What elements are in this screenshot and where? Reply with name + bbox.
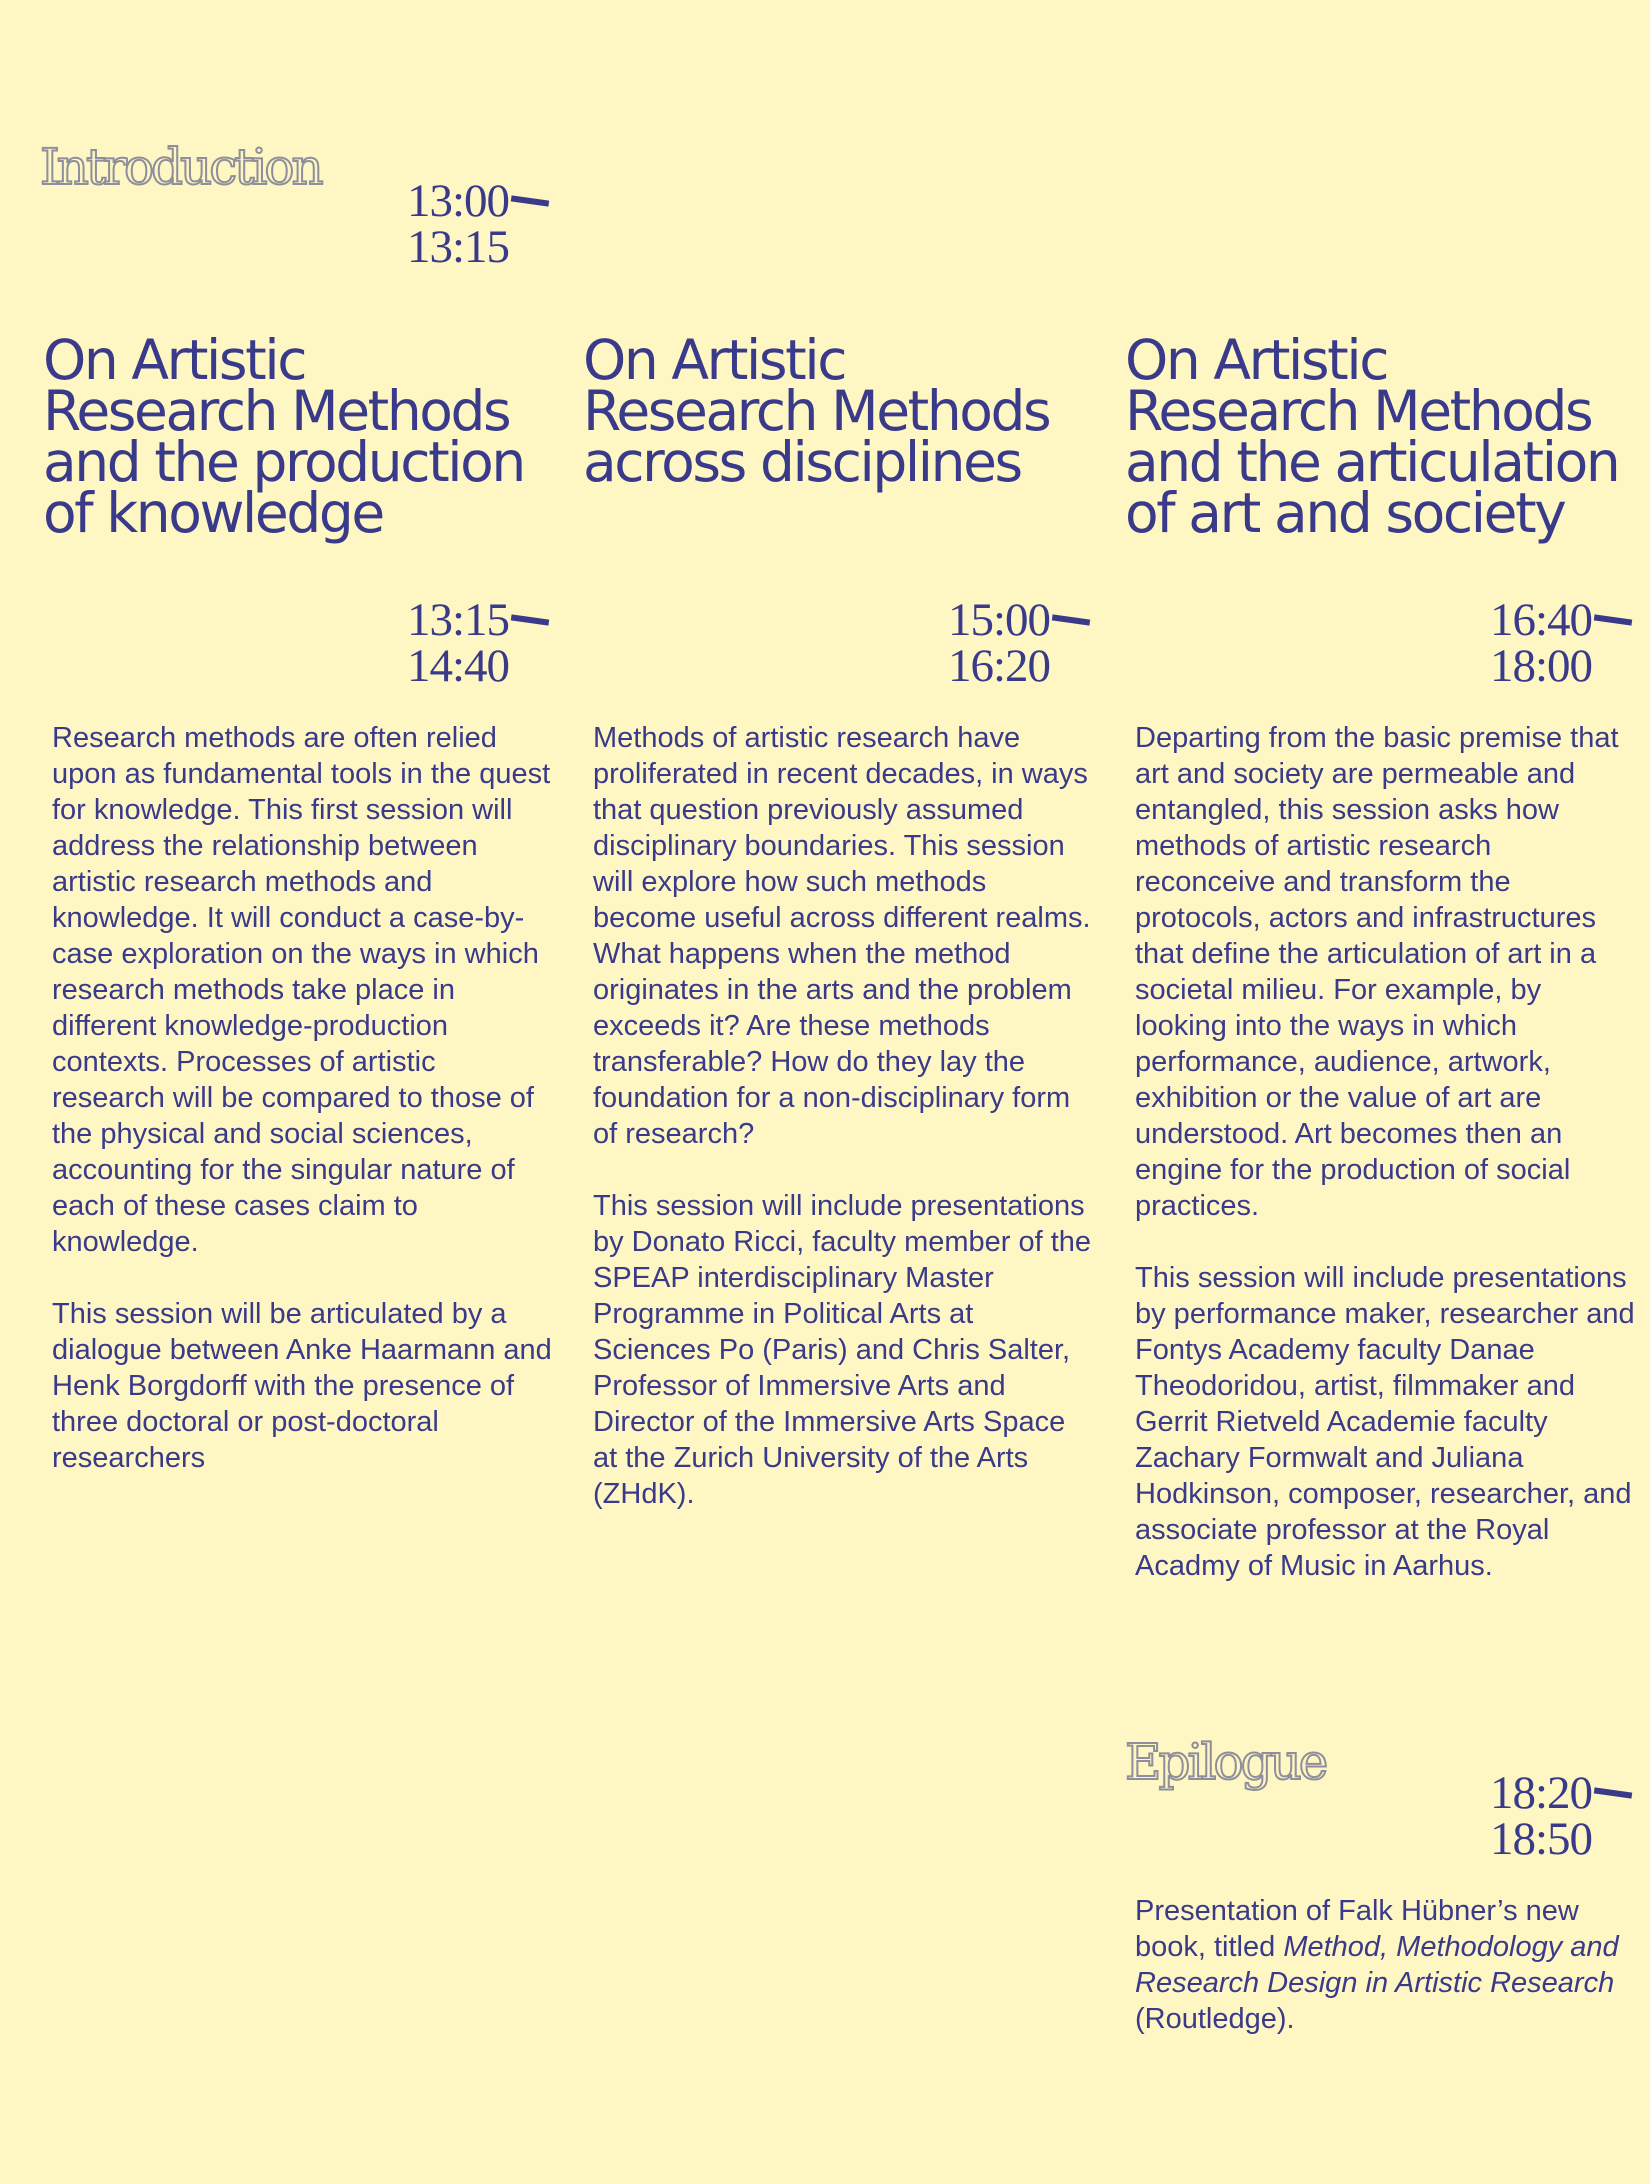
session-3-time: [1490, 594, 1632, 692]
introduction-time-end: 13:15: [407, 221, 510, 273]
epilogue-time-end: 18:50: [1490, 1813, 1593, 1865]
session-2-time-end: 16:20: [948, 640, 1051, 692]
epilogue-book-title: Method, Methodology and Research Design in Artistic Research: [1135, 1931, 1619, 1999]
session-3-time-start: 16:40: [1490, 594, 1593, 646]
session-3-description: [1135, 720, 1635, 1584]
session-2-time-start: 15:00: [948, 594, 1051, 646]
session-2-paragraph: Methods of artistic research have proliferated in recent decades, in ways that question previously assumed disciplinary boundaries. This session will explore how such methods become useful across different realms. What happens when the method originates in the arts and the problem exceeds it? Are these methods transferable? How do they lay the foundation for a non-disciplinary form of research?: [593, 722, 1091, 1150]
session-1-time-start: 13:15: [407, 594, 510, 646]
session-3-paragraph: This session will include presentations by performance maker, researcher and Fontys Academy faculty Danae Theodoridou, artist, filmmaker and Gerrit Rietveld Academie faculty Zachary Formwalt and Juliana Hodkinson, composer, researcher, and associate professor at the Royal Acadmy of Music in Aarhus.: [1135, 1262, 1635, 1582]
epilogue-description: [1135, 1893, 1635, 2037]
epilogue-time: [1490, 1767, 1632, 1865]
session-1-time-end: 14:40: [407, 640, 510, 692]
session-2-time: [948, 594, 1090, 692]
time-dash-icon: [1594, 1788, 1632, 1799]
epilogue-paragraph: [1135, 1893, 1635, 2037]
session-2-description: [593, 720, 1093, 1512]
time-dash-icon: [1052, 615, 1090, 626]
introduction-label: Introduction: [40, 138, 321, 196]
epilogue-time-start: 18:20: [1490, 1767, 1593, 1819]
session-1-title: On Artistic Research Methods and the production of knowledge: [43, 328, 524, 545]
session-1-paragraph: This session will be articulated by a dialogue between Anke Haarmann and Henk Borgdorff with the presence of three doctoral or post-doctoral researchers: [52, 1298, 552, 1474]
epilogue-text-before: Presentation of Falk Hübner’s new book, titled: [1135, 1895, 1579, 1963]
time-dash-icon: [511, 196, 549, 207]
epilogue-text-after: (Routledge).: [1135, 2003, 1295, 2035]
session-2-paragraph: This session will include presentations by Donato Ricci, faculty member of the SPEAP interdisciplinary Master Programme in Political Arts at Sciences Po (Paris) and Chris Salter, Professor of Immersive Arts and Director of the Immersive Arts Space at the Zurich University of the Arts (ZHdK).: [593, 1190, 1092, 1510]
session-3-time-end: 18:00: [1490, 640, 1593, 692]
session-3-title: On Artistic Research Methods and the articulation of art and society: [1125, 328, 1619, 545]
session-2-title: On Artistic Research Methods across disciplines: [583, 328, 1050, 494]
time-dash-icon: [1594, 615, 1632, 626]
session-1-paragraph: Research methods are often relied upon as fundamental tools in the quest for knowledge. This first session will address the relationship between artistic research methods and knowledge. It will conduct a case-by-case exploration on the ways in which research methods take place in different knowledge-production contexts. Processes of artistic research will be compared to those of the physical and social sciences, accounting for the singular nature of each of these cases claim to knowledge.: [52, 722, 551, 1258]
session-3-paragraph: Departing from the basic premise that art and society are permeable and entangled, this session asks how methods of artistic research reconceive and transform the protocols, actors and infrastructures that define the articulation of art in a societal milieu. For example, by looking into the ways in which performance, audience, artwork, exhibition or the value of art are understood. Art becomes then an engine for the production of social practices.: [1135, 722, 1619, 1222]
session-1-time: [407, 594, 549, 692]
epilogue-label: Epilogue: [1125, 1733, 1326, 1791]
introduction-time: [407, 175, 549, 273]
session-1-description: [52, 720, 552, 1476]
time-dash-icon: [511, 615, 549, 626]
introduction-time-start: 13:00: [407, 175, 510, 227]
